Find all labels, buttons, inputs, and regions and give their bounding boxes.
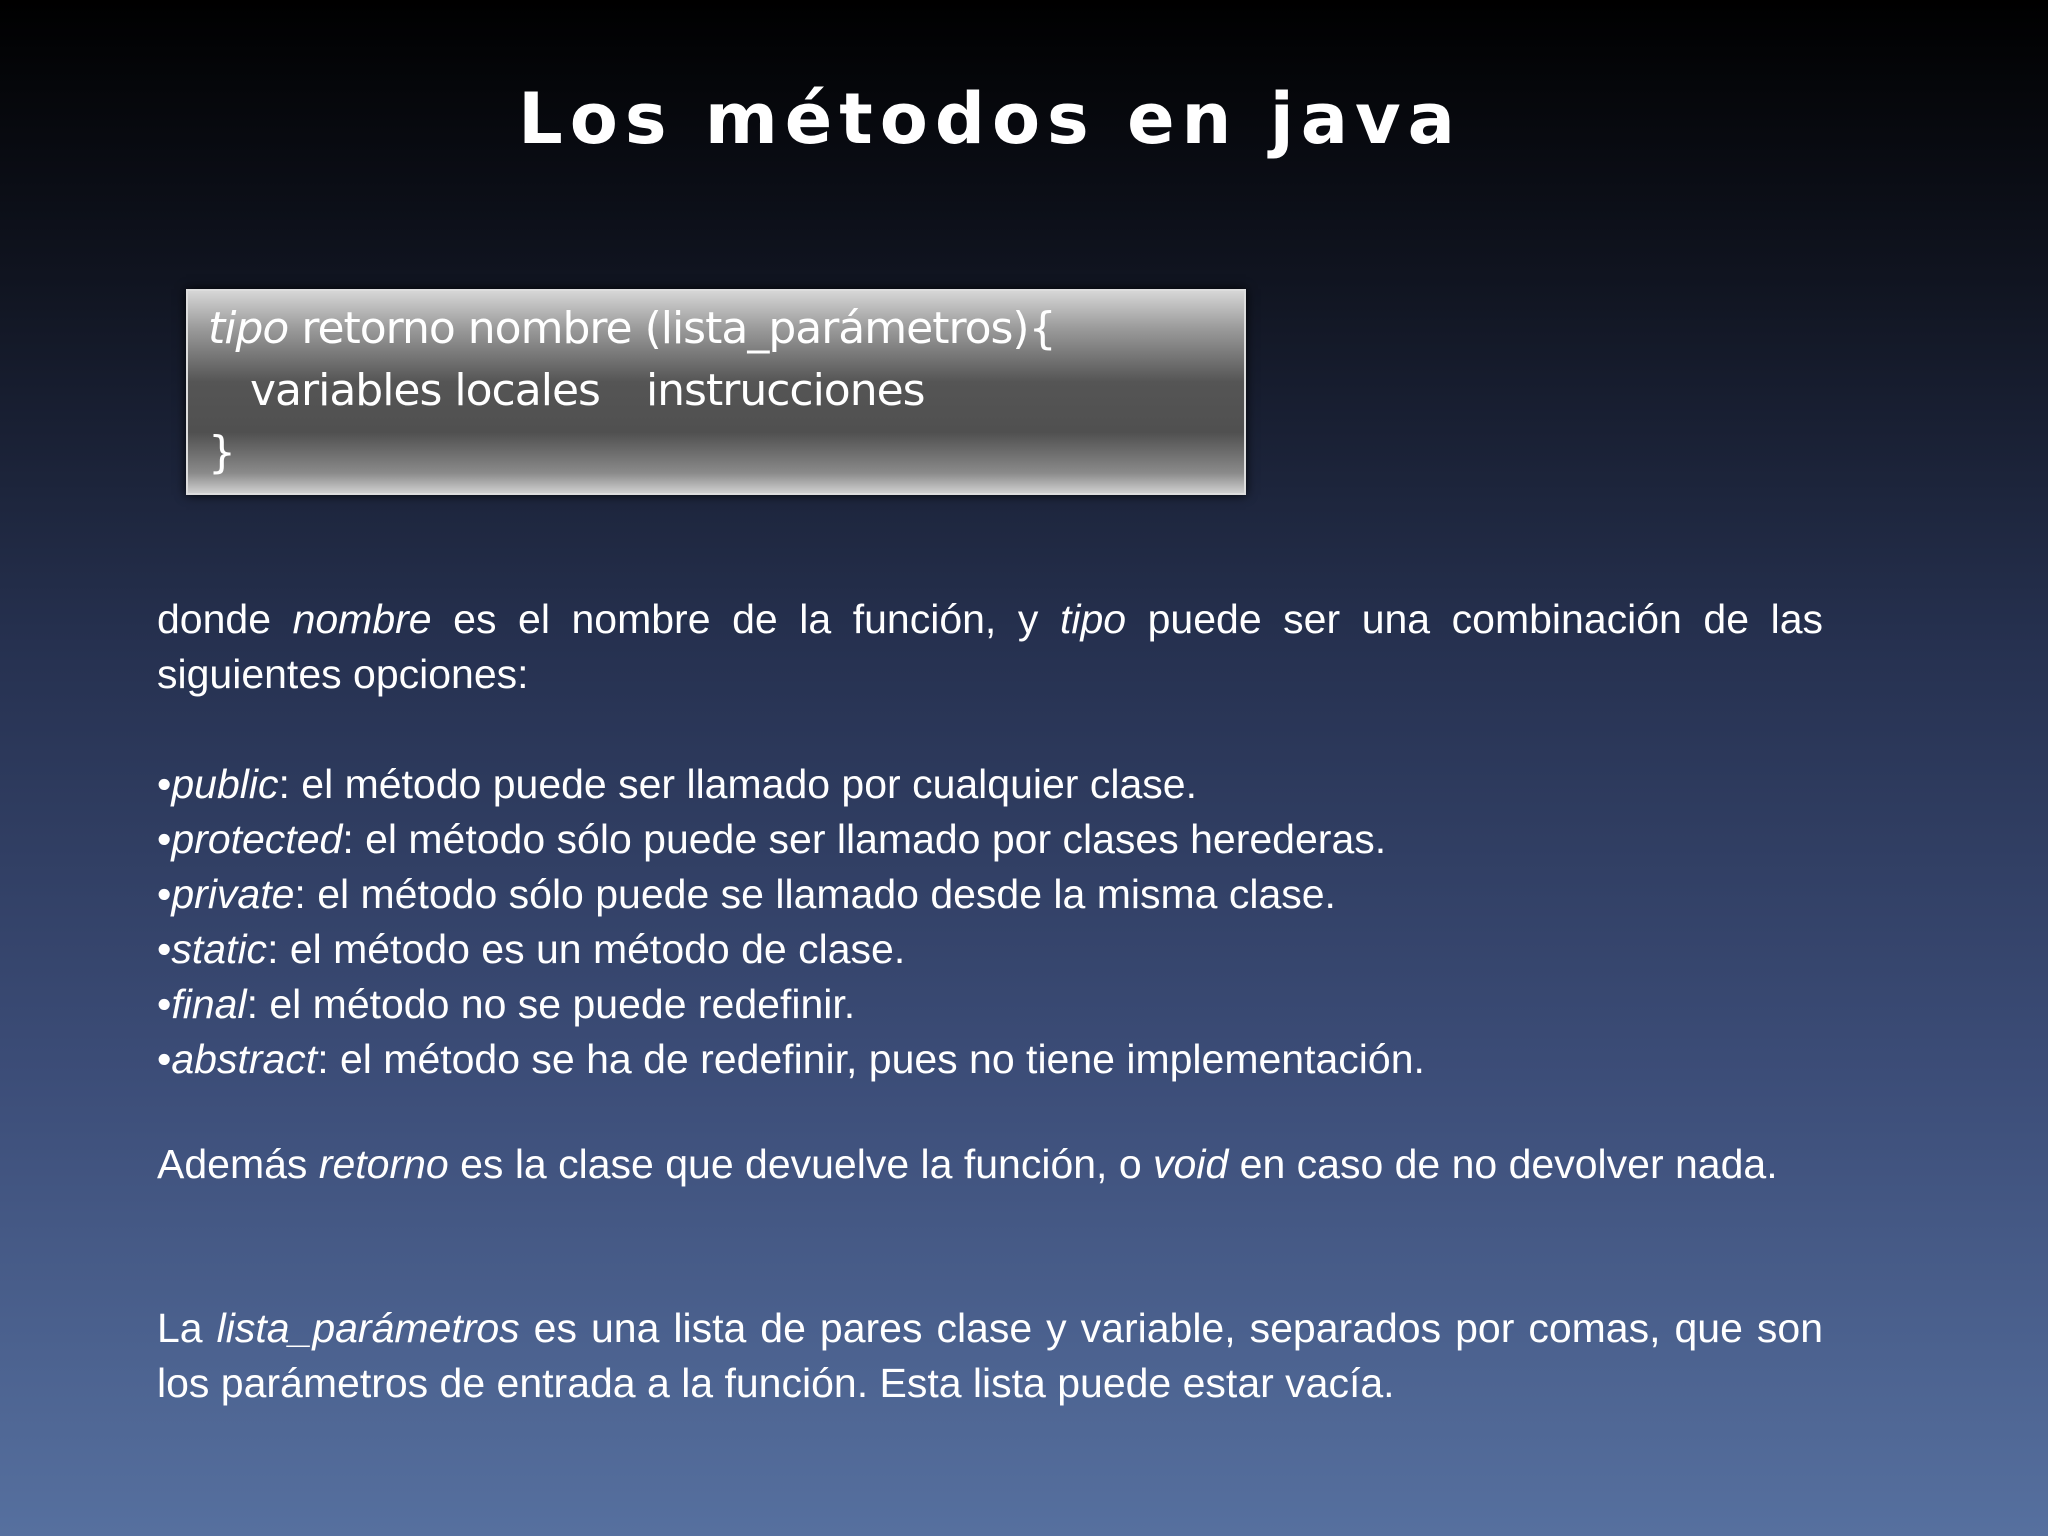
code-syntax-box <box>186 289 1246 495</box>
modifier-term: static <box>171 926 268 972</box>
text: en caso de no devolver nada. <box>1228 1141 1778 1187</box>
bullet: • <box>157 761 172 807</box>
text-italic: retorno <box>318 1141 449 1187</box>
bullet: • <box>157 871 172 917</box>
modifier-term: public <box>171 761 279 807</box>
text-italic: lista_parámetros <box>216 1305 520 1351</box>
modifier-desc: : el método sólo puede ser llamado por clases herederas. <box>342 816 1387 862</box>
list-item <box>157 812 1823 867</box>
modifier-desc: : el método no se puede redefinir. <box>246 981 856 1027</box>
text: es la clase que devuelve la función, o <box>448 1141 1154 1187</box>
text: es el nombre de la función, y <box>431 596 1060 642</box>
code-instrucciones: instrucciones <box>645 365 925 416</box>
modifier-term: protected <box>171 816 343 862</box>
paragraph-retorno <box>157 1137 1823 1192</box>
code-variables: variables locales <box>250 365 600 416</box>
modifier-desc: : el método se ha de redefinir, pues no tiene implementación. <box>317 1036 1425 1082</box>
text: La <box>157 1305 217 1351</box>
paragraph-tipo <box>157 592 1823 702</box>
code-line-1 <box>208 303 1056 354</box>
code-line-3 <box>208 427 235 478</box>
list-item <box>157 757 1823 812</box>
list-item <box>157 922 1823 977</box>
bullet: • <box>157 1036 172 1082</box>
code-close-brace: } <box>208 427 235 478</box>
modifier-list <box>157 757 1823 1087</box>
modifier-term: final <box>171 981 247 1027</box>
text-italic: nombre <box>292 596 432 642</box>
text: Además <box>157 1141 319 1187</box>
modifier-desc: : el método puede ser llamado por cualquier clase. <box>278 761 1197 807</box>
text: donde <box>157 596 293 642</box>
text: es una lista de pares clase y variable, separados por comas, que son los parámetros de entrada a la función. Esta lista puede estar vacía. <box>157 1305 1823 1406</box>
modifier-term: abstract <box>171 1036 318 1082</box>
modifier-desc: : el método es un método de clase. <box>267 926 906 972</box>
modifier-desc: : el método sólo puede se llamado desde la misma clase. <box>294 871 1336 917</box>
bullet: • <box>157 816 172 862</box>
slide-title: Los métodos en java <box>518 78 1462 160</box>
modifier-term: private <box>171 871 295 917</box>
paragraph-parametros <box>157 1301 1823 1411</box>
text: puede ser una combinación de las siguientes opciones: <box>157 596 1823 697</box>
bullet: • <box>157 981 172 1027</box>
code-line-2 <box>250 365 925 416</box>
text-italic: tipo <box>1059 596 1127 642</box>
code-tipo: tipo <box>208 303 289 354</box>
list-item <box>157 1032 1823 1087</box>
list-item <box>157 977 1823 1032</box>
code-signature: retorno nombre (lista_parámetros){ <box>288 303 1056 354</box>
bullet: • <box>157 926 172 972</box>
text-italic: void <box>1153 1141 1229 1187</box>
list-item <box>157 867 1823 922</box>
